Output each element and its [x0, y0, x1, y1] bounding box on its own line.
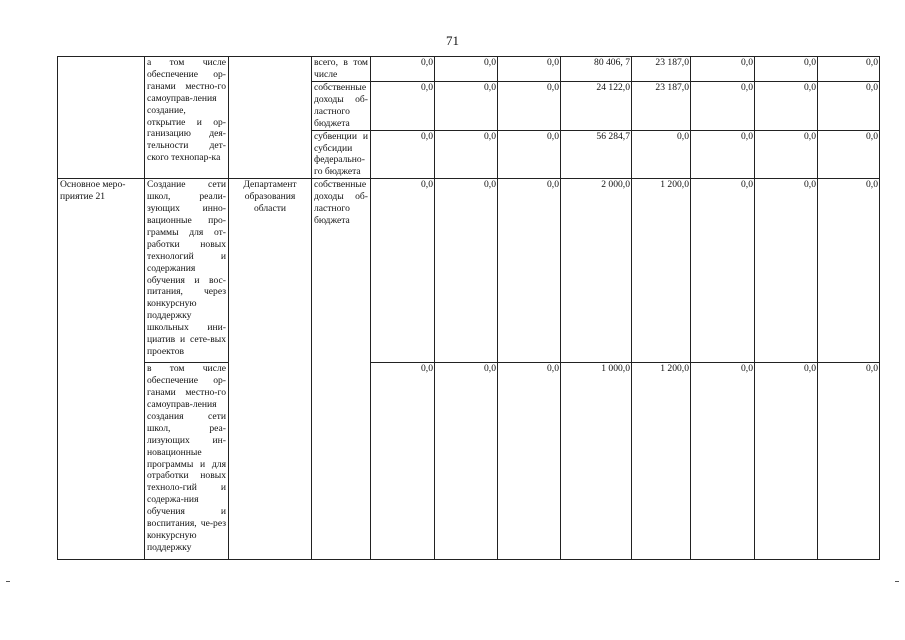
table-row	[58, 179, 880, 363]
value-cell: 23 187,0	[632, 82, 691, 131]
value-cell: 0,0	[691, 130, 755, 179]
executor-cell	[229, 57, 312, 179]
table-row	[58, 363, 880, 560]
value-cell: 0,0	[371, 82, 435, 131]
value-cell: 24 122,0	[561, 82, 632, 131]
value-cell: 1 200,0	[632, 363, 691, 560]
value-cell: 0,0	[691, 82, 755, 131]
executor-cell: Департамент образования области	[229, 179, 312, 560]
value-cell: 0,0	[818, 57, 880, 82]
value-cell: 0,0	[632, 130, 691, 179]
value-cell: 0,0	[691, 57, 755, 82]
value-cell: 0,0	[371, 179, 435, 363]
budget-table	[57, 56, 880, 560]
value-cell: 0,0	[818, 179, 880, 363]
value-cell: 0,0	[498, 130, 561, 179]
value-cell: 0,0	[691, 179, 755, 363]
description-cell: Создание сети школ, реали-зующих инно-вационные про-граммы для от-работки новых технологий и содержания обучения и вос-питания, через конкурсную поддержку школьных ини-циатив и сете-вых проектов	[145, 179, 229, 363]
value-cell: 0,0	[691, 363, 755, 560]
value-cell: 0,0	[435, 363, 498, 560]
funding-source-cell: собственные доходы об-ластного бюджета	[312, 179, 371, 363]
event-cell: Основное меро-приятие 21	[58, 179, 145, 560]
value-cell: 0,0	[371, 57, 435, 82]
event-cell	[58, 57, 145, 179]
value-cell: 0,0	[498, 363, 561, 560]
value-cell: 0,0	[755, 130, 818, 179]
description-cell: а том числе обеспечение ор-ганами местно-го самоуправ-ления создание, открытие и ор-ганизацию дея-тельности дет-ского технопар-ка	[145, 57, 229, 179]
funding-source-cell: субвенции и субсидии федерально-го бюджета	[312, 130, 371, 179]
table-row	[58, 57, 880, 82]
value-cell: 0,0	[498, 179, 561, 363]
value-cell: 1 200,0	[632, 179, 691, 363]
value-cell: 1 000,0	[561, 363, 632, 560]
value-cell: 0,0	[818, 130, 880, 179]
scan-mark	[6, 581, 10, 582]
value-cell: 0,0	[755, 363, 818, 560]
value-cell: 0,0	[818, 363, 880, 560]
page-number: 71	[446, 33, 459, 48]
value-cell: 0,0	[755, 179, 818, 363]
value-cell: 0,0	[818, 82, 880, 131]
value-cell: 0,0	[435, 130, 498, 179]
funding-source-cell: собственные доходы об-ластного бюджета	[312, 82, 371, 131]
value-cell: 0,0	[435, 82, 498, 131]
value-cell: 0,0	[755, 82, 818, 131]
value-cell: 56 284,7	[561, 130, 632, 179]
funding-source-cell: всего, в том числе	[312, 57, 371, 82]
funding-source-cell	[312, 363, 371, 560]
value-cell: 80 406, 7	[561, 57, 632, 82]
scan-mark	[895, 581, 899, 582]
value-cell: 0,0	[371, 130, 435, 179]
value-cell: 0,0	[498, 82, 561, 131]
value-cell: 0,0	[435, 57, 498, 82]
description-cell: в том числе обеспечение ор-ганами местно-го самоуправ-ления создания сети школ, реа-лизующих ин-новационные программы и для отработки новых техноло-гий и содержа-ния обучения и воспитания, че-рез конкурсную поддержку	[145, 363, 229, 560]
value-cell: 0,0	[755, 57, 818, 82]
value-cell: 2 000,0	[561, 179, 632, 363]
value-cell: 0,0	[371, 363, 435, 560]
value-cell: 0,0	[435, 179, 498, 363]
value-cell: 23 187,0	[632, 57, 691, 82]
value-cell: 0,0	[498, 57, 561, 82]
